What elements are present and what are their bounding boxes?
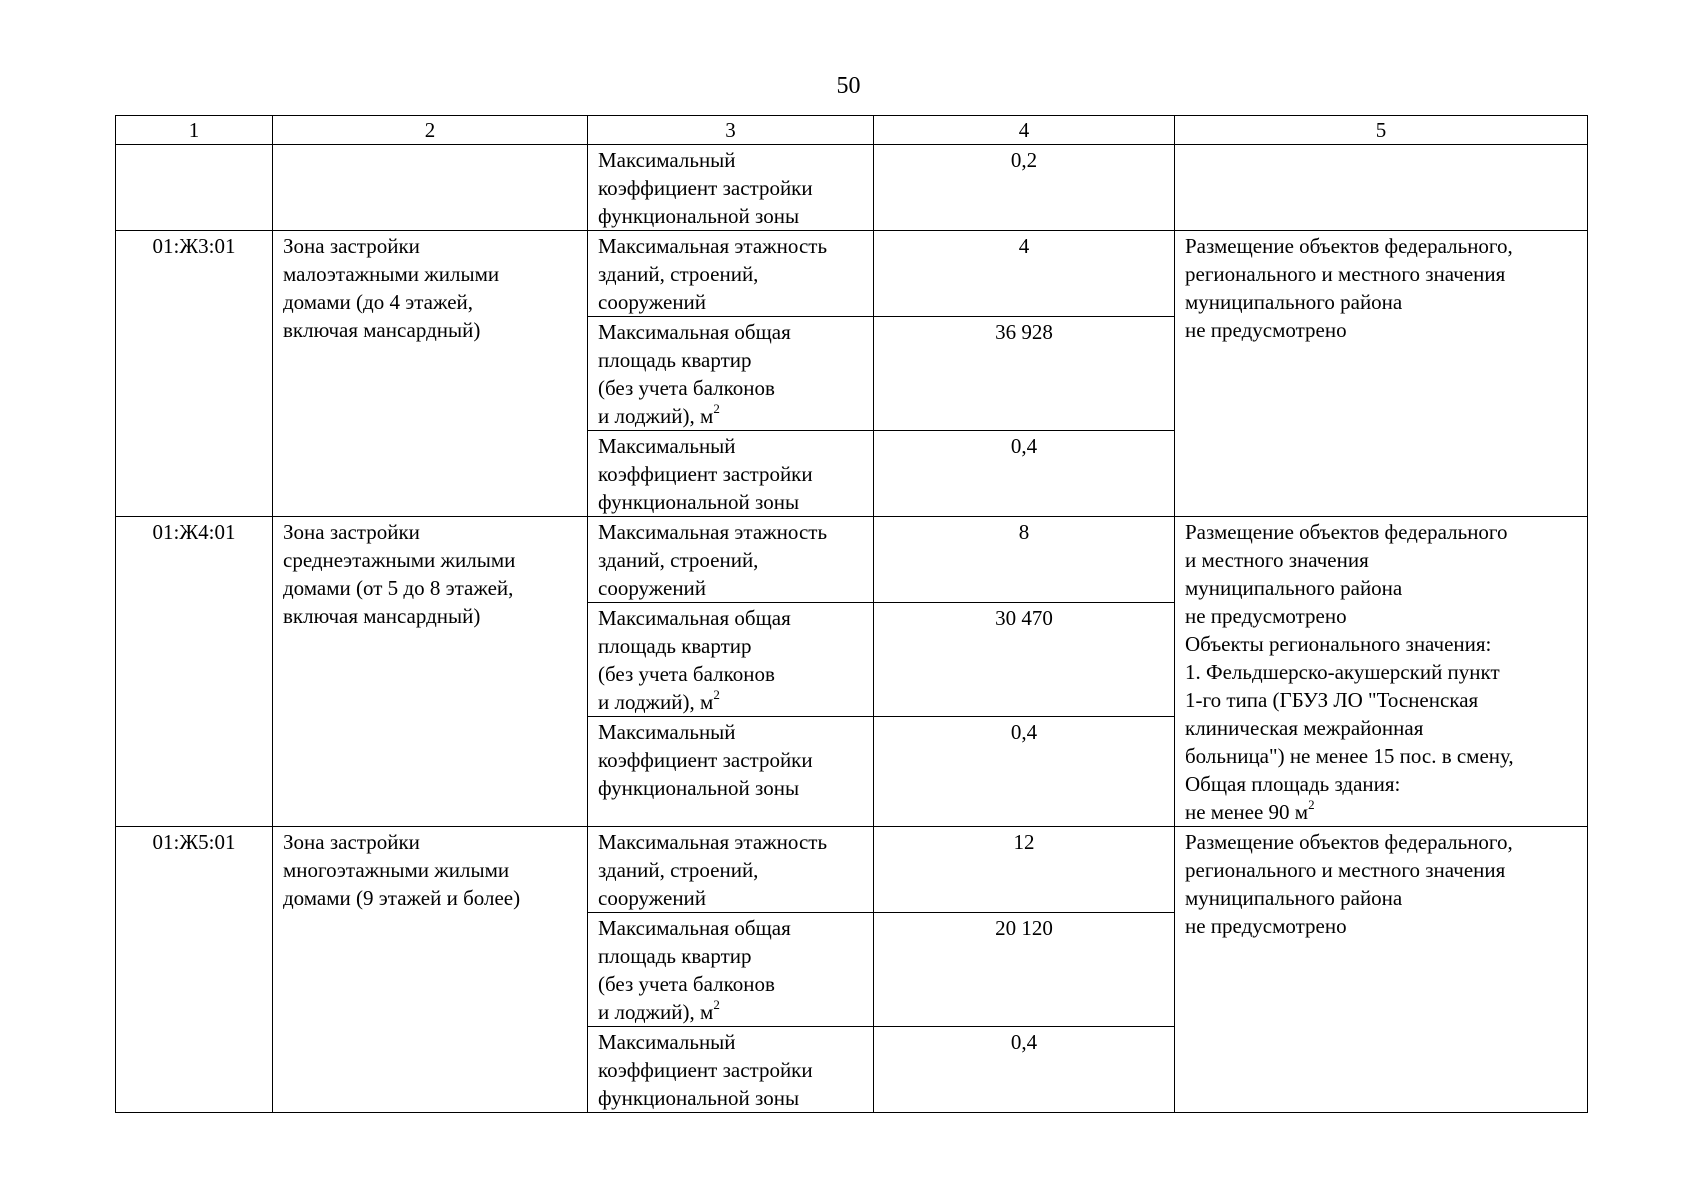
page-number: 50 (836, 73, 861, 99)
param-label (588, 603, 874, 717)
zone-code: 01:Ж3:01 (116, 231, 273, 517)
zone-name-cell (273, 145, 588, 231)
param-label: Максимальный коэффициент застройки функциональной зоны (588, 145, 874, 231)
param-label (588, 913, 874, 1027)
param-value: 0,4 (874, 1027, 1175, 1113)
zone-name: Зона застройки малоэтажными жилыми домами (до 4 этажей, включая мансардный) (273, 231, 588, 517)
param-value: 0,4 (874, 717, 1175, 827)
param-label: Максимальная этажность зданий, строений, сооружений (588, 827, 874, 913)
header-cell-2: 2 (273, 116, 588, 145)
zone-note (1175, 517, 1588, 827)
table-row (116, 231, 1588, 317)
param-label: Максимальная этажность зданий, строений, сооружений (588, 517, 874, 603)
zone-note-cell (1175, 145, 1588, 231)
zone-note: Размещение объектов федерального, регионального и местного значения муниципального района не предусмотрено (1175, 827, 1588, 1113)
header-cell-3: 3 (588, 116, 874, 145)
zone-code-cell (116, 145, 273, 231)
param-value: 8 (874, 517, 1175, 603)
param-value: 12 (874, 827, 1175, 913)
param-label-text: Максимальная общая площадь квартир (без учета балконов и лоджий), м (598, 320, 791, 428)
param-label: Максимальный коэффициент застройки функциональной зоны (588, 717, 874, 827)
zones-table (115, 115, 1588, 1113)
table-row (116, 827, 1588, 913)
param-label: Максимальный коэффициент застройки функциональной зоны (588, 431, 874, 517)
superscript: 2 (713, 997, 720, 1012)
zone-note-text: Размещение объектов федерального и местного значения муниципального района не предусмотрено Объекты регионального значения: 1. Фельдшерско-акушерский пункт 1-го типа (ГБУЗ ЛО "Тосненская клиническая межрайонная больница") не менее 15 пос. в смену, Общая площадь здания: не менее 90 м (1185, 520, 1514, 824)
param-value: 20 120 (874, 913, 1175, 1027)
zone-note: Размещение объектов федерального, регионального и местного значения муниципального района не предусмотрено (1175, 231, 1588, 517)
param-label-text: Максимальная общая площадь квартир (без учета балконов и лоджий), м (598, 606, 791, 714)
table-header-row (116, 116, 1588, 145)
param-label: Максимальная этажность зданий, строений, сооружений (588, 231, 874, 317)
zone-name: Зона застройки среднеэтажными жилыми домами (от 5 до 8 этажей, включая мансардный) (273, 517, 588, 827)
superscript: 2 (1308, 797, 1315, 812)
header-cell-1: 1 (116, 116, 273, 145)
param-label: Максимальный коэффициент застройки функциональной зоны (588, 1027, 874, 1113)
superscript: 2 (713, 687, 720, 702)
table-row (116, 517, 1588, 603)
table-row (116, 145, 1588, 231)
param-label (588, 317, 874, 431)
header-cell-5: 5 (1175, 116, 1588, 145)
header-cell-4: 4 (874, 116, 1175, 145)
param-value: 30 470 (874, 603, 1175, 717)
superscript: 2 (713, 401, 720, 416)
param-label-text: Максимальная общая площадь квартир (без учета балконов и лоджий), м (598, 916, 791, 1024)
zone-name: Зона застройки многоэтажными жилыми домами (9 этажей и более) (273, 827, 588, 1113)
zone-code: 01:Ж5:01 (116, 827, 273, 1113)
param-value: 4 (874, 231, 1175, 317)
zone-code: 01:Ж4:01 (116, 517, 273, 827)
param-value: 0,2 (874, 145, 1175, 231)
param-value: 36 928 (874, 317, 1175, 431)
param-value: 0,4 (874, 431, 1175, 517)
